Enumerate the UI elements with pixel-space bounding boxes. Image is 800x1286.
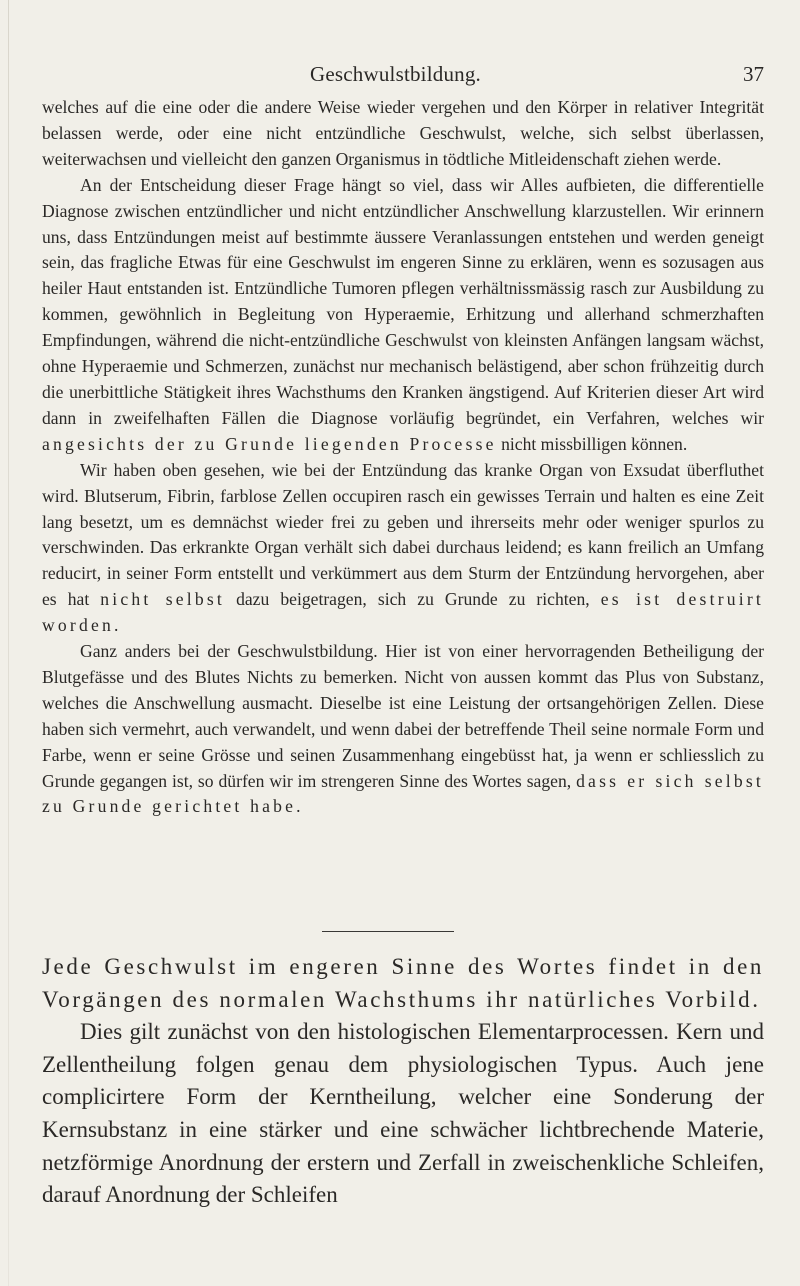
page-number: 37 (743, 62, 764, 86)
section-divider (322, 931, 454, 932)
spaced-emphasis: Jede Geschwulst im engeren Sinne des Wortes findet in den Vorgängen des normalen Wachsthums ihr natürliches Vorbild. (42, 954, 764, 1012)
running-head (0, 62, 800, 88)
large-print-text (42, 951, 764, 1212)
text-segment: Wir haben oben gesehen, wie bei der Entzündung das kranke Organ von Exsudat überfluthet wird. Blutserum, Fibrin, farblose Zellen occupiren rasch ein gewisses Terrain und halten es eine Zeit lang besetzt, um es demnächst wieder frei zu geben und ihrerseits mehr oder weniger spurlos zu verschwinden. Das erkrankte Organ verhält sich dabei durchaus leidend; es kann freilich an Umfang reducirt, in seiner Form entstellt und verkümmert aus dem Sturm der Entzündung hervorgehen, aber es hat (42, 459, 764, 610)
emphasis-statement (42, 951, 764, 1016)
text-segment: Dies gilt zunächst von den histologischen Elementarprocessen. Kern und Zellentheilung folgen genau dem physiologischen Typus. Auch jene complicirtere Form der Kerntheilung, welcher eine Sonderung der Kernsubstanz in eine stärker und eine schwächer lichtbrechende Materie, netzförmige Anordnung der erstern und Zerfall in zweischenkliche Schleifen, darauf Anordnung der Schleifen (42, 1019, 764, 1208)
paragraph-1 (42, 95, 764, 173)
paragraph-3 (42, 458, 764, 639)
spaced-emphasis: es ist destruirt worden. (42, 589, 764, 636)
spaced-emphasis: angesichts der zu Grunde liegenden Processe (42, 433, 497, 454)
running-title: Geschwulstbildung. (310, 62, 482, 86)
closing-paragraph (42, 1016, 764, 1212)
text-segment: Ganz anders bei der Geschwulstbildung. Hier ist von einer hervorragenden Betheiligung der Blutgefässe und des Blutes Nichts zu bemerken. Nicht von aussen kommt das Plus von Substanz, welches die Anschwellung ausmacht. Dieselbe ist eine Leistung der ortsangehörigen Zellen. Diese haben sich vermehrt, auch verwandelt, und wenn dabei der betreffende Theil seine normale Form und Farbe, wenn er seine Grösse und seinen Zusammenhang eingebüsst hat, ja wenn er schliesslich zu Grunde gegangen ist, so dürfen wir im strengeren Sinne des Wortes sagen, (42, 641, 764, 791)
text-segment: dazu beigetragen, sich zu Grunde zu richten, (225, 589, 601, 610)
page-edge-shadow (8, 0, 9, 1286)
spaced-emphasis: dass er sich selbst zu Grunde gerichtet habe. (42, 770, 764, 817)
text-segment: nicht missbilligen können. (496, 433, 688, 454)
body-text (42, 95, 764, 820)
paragraph-4 (42, 639, 764, 820)
paragraph-2 (42, 173, 764, 458)
text-segment: welches auf die eine oder die andere Weise wieder vergehen und den Körper in relativer Integrität belassen werde, oder eine nicht entzündliche Geschwulst, welche, sich selbst überlassen, weiterwachsen und vielleicht den ganzen Organismus in tödtliche Mitleidenschaft ziehen werde. (42, 97, 764, 169)
text-segment: An der Entscheidung dieser Frage hängt so viel, dass wir Alles aufbieten, die differentielle Diagnose zwischen entzündlicher und nicht entzündlicher Anschwellung klarzustellen. Wir erinnern uns, dass Entzündungen meist auf bestimmte äussere Veranlassungen entstehen und werden geneigt sein, das fragliche Etwas für eine Geschwulst im engeren Sinne zu erklären, wenn es sozusagen aus heiler Haut entstanden ist. Entzündliche Tumoren pflegen verhältnissmässig rasch zur Ausbildung zu kommen, gewöhnlich in Begleitung von Hyperaemie, Erhitzung und allerhand schmerzhaften Empfindungen, während die nicht-entzündliche Geschwulst von kleinsten Anfängen langsam wächst, ohne Hyperaemie und Schmerzen, zunächst nur mechanisch belästigend, aber schon frühzeitig durch die unerbittliche Stätigkeit ihres Wachsthums den Kranken ängstigend. Auf Kriterien dieser Art wird dann in zweifelhaften Fällen die Diagnose vorläufig begründet, ein Verfahren, welches wir (42, 174, 764, 428)
spaced-emphasis: nicht selbst (100, 589, 225, 610)
